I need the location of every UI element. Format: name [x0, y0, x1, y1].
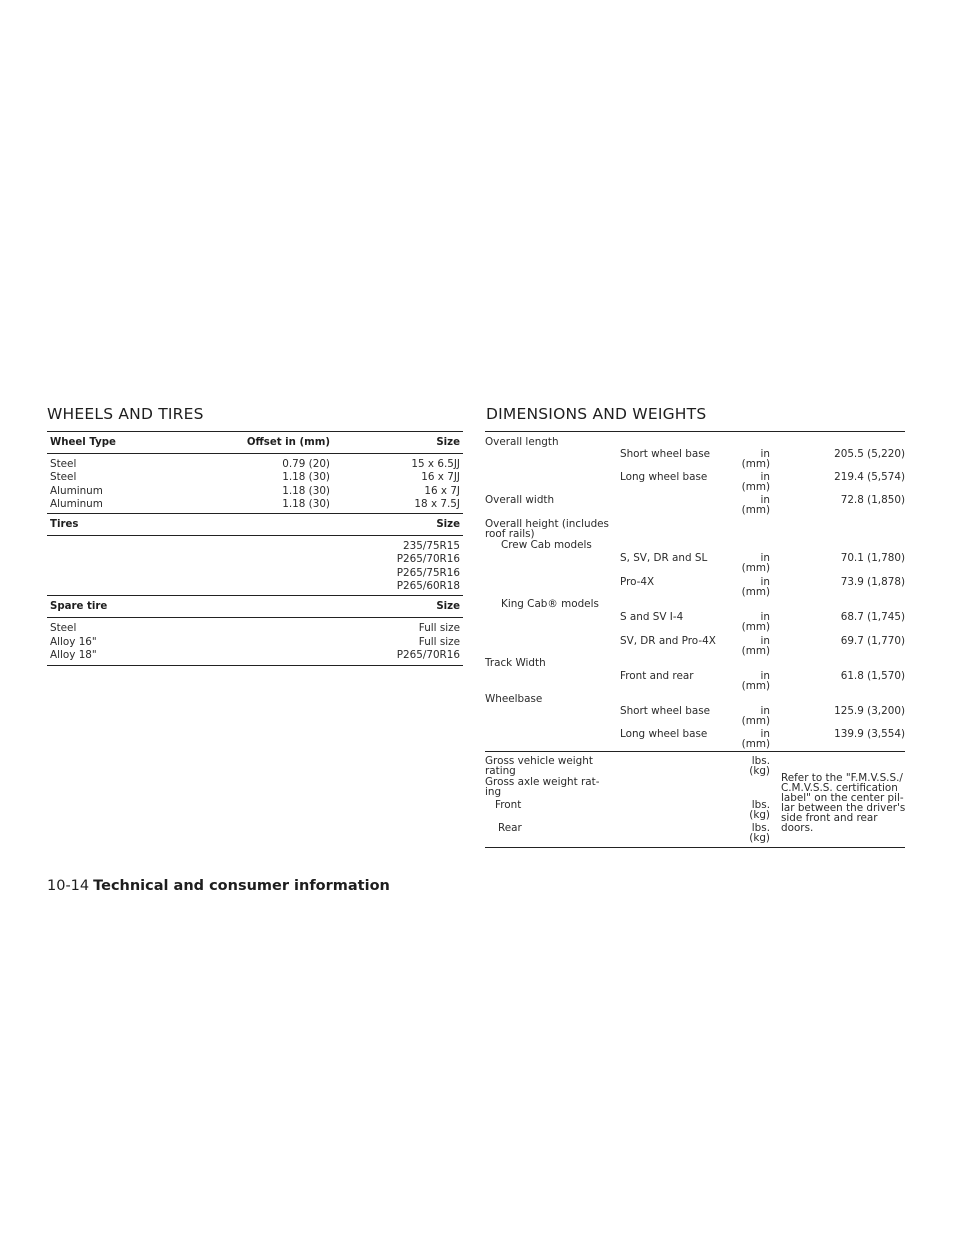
value-height-crew-s: 70.1 (1,780): [840, 552, 905, 564]
tire-size-cell: P265/60R18: [396, 580, 460, 593]
page-number: 10-14: [47, 878, 90, 894]
tire-size-cell: 235/75R15: [403, 540, 460, 553]
unit-lbs: lbs.: [751, 799, 770, 811]
refer-line: C.M.V.S.S. certification: [781, 782, 898, 794]
label-wheelbase: Wheelbase: [485, 693, 543, 705]
list-item: [47, 580, 463, 593]
offset-cell: 1.18 (30): [282, 471, 330, 484]
label-long-wheel-base: Long wheel base: [620, 728, 708, 740]
value-length-short: 205.5 (5,220): [834, 448, 905, 460]
spare-size-cell: Full size: [418, 622, 460, 635]
unit-in: in: [760, 670, 770, 682]
unit-kg: (kg): [749, 765, 770, 777]
label-gross-axle-weight: Gross axle weight rat-: [485, 776, 600, 788]
label-overall-length: Overall length: [485, 436, 559, 448]
value-height-king-i4: 68.7 (1,745): [840, 611, 905, 623]
table-row: [47, 498, 463, 511]
list-item: [47, 540, 463, 553]
unit-in: in: [760, 728, 770, 740]
unit-in: in: [760, 448, 770, 460]
header-tires: Tires: [50, 519, 79, 531]
label-pro4x: Pro-4X: [620, 576, 655, 588]
offset-cell: 1.18 (30): [282, 484, 330, 497]
label-long-wheel-base: Long wheel base: [620, 471, 708, 483]
size-cell: 18 x 7.5J: [414, 497, 460, 510]
unit-mm: (mm): [741, 586, 770, 598]
label-gross-vehicle-weight-cont: rating: [485, 765, 516, 777]
value-height-king-sv: 69.7 (1,770): [840, 635, 905, 647]
label-short-wheel-base: Short wheel base: [620, 448, 711, 460]
label-overall-width: Overall width: [485, 494, 555, 506]
wheels-tires-table: [47, 431, 463, 666]
unit-mm: (mm): [741, 621, 770, 633]
unit-mm: (mm): [741, 504, 770, 516]
label-gross-vehicle-weight: Gross vehicle weight: [485, 755, 593, 767]
wheel-type-cell: Aluminum: [50, 484, 103, 497]
unit-mm: (mm): [741, 645, 770, 657]
table-row: [47, 649, 463, 662]
spare-type-cell: Alloy 16": [50, 635, 97, 648]
wheels-header-row: [47, 432, 463, 450]
unit-lbs: lbs.: [751, 822, 770, 834]
header-size: Size: [436, 437, 460, 448]
label-overall-height-cont: roof rails): [485, 528, 535, 540]
table-row: [47, 485, 463, 498]
offset-cell: 0.79 (20): [282, 458, 330, 470]
unit-mm: (mm): [741, 738, 770, 750]
unit-in: in: [760, 611, 770, 623]
table-row: [47, 622, 463, 635]
size-cell: 16 x 7J: [424, 484, 460, 497]
page-footer: [47, 878, 390, 894]
refer-line: side front and rear: [781, 812, 878, 824]
value-height-crew-pro: 73.9 (1,878): [840, 576, 905, 588]
value-wheelbase-long: 139.9 (3,554): [834, 728, 905, 740]
unit-kg: (kg): [749, 809, 770, 821]
spare-type-cell: Alloy 18": [50, 648, 97, 661]
unit-mm: (mm): [741, 562, 770, 574]
table-row: [47, 636, 463, 649]
value-track-width: 61.8 (1,570): [840, 670, 905, 682]
spare-type-cell: Steel: [50, 622, 77, 635]
label-front-and-rear: Front and rear: [620, 670, 694, 682]
unit-in: in: [760, 576, 770, 588]
label-front: Front: [495, 799, 522, 811]
table-row: [47, 458, 463, 471]
unit-kg: (kg): [749, 832, 770, 844]
label-track-width: Track Width: [485, 657, 546, 669]
label-s-sv-dr-sl: S, SV, DR and SL: [620, 552, 708, 564]
chapter-title: Technical and consumer information: [93, 878, 390, 894]
unit-mm: (mm): [741, 458, 770, 470]
label-gross-axle-weight-cont: ing: [485, 786, 502, 798]
list-item: [47, 567, 463, 580]
spare-size-cell: P265/70R16: [396, 648, 460, 661]
unit-mm: (mm): [741, 680, 770, 692]
value-wheelbase-short: 125.9 (3,200): [834, 705, 905, 717]
wheel-type-cell: Steel: [50, 471, 77, 484]
label-s-sv-i4: S and SV I-4: [620, 611, 684, 623]
tire-size-cell: P265/70R16: [396, 553, 460, 566]
unit-in: in: [760, 635, 770, 647]
tires-header-row: [47, 514, 463, 532]
dimensions-table: [485, 431, 905, 849]
label-rear: Rear: [498, 822, 522, 834]
refer-line: lar between the driver's: [781, 802, 906, 814]
unit-in: in: [760, 471, 770, 483]
value-length-long: 219.4 (5,574): [834, 471, 905, 483]
wheel-type-cell: Steel: [50, 458, 77, 470]
header-offset: Offset in (mm): [246, 437, 330, 448]
unit-in: in: [760, 494, 770, 506]
header-tire-size: Size: [436, 519, 460, 531]
header-spare-tire: Spare tire: [50, 601, 108, 613]
unit-mm: (mm): [741, 481, 770, 493]
wheels-and-tires-title: WHEELS AND TIRES: [47, 405, 204, 423]
unit-mm: (mm): [741, 715, 770, 727]
size-cell: 15 x 6.5JJ: [411, 458, 460, 470]
label-crew-cab: Crew Cab models: [501, 539, 592, 551]
value-width: 72.8 (1,850): [840, 494, 905, 506]
unit-in: in: [760, 552, 770, 564]
offset-cell: 1.18 (30): [282, 497, 330, 510]
label-king-cab: King Cab® models: [501, 598, 599, 610]
spare-header-row: [47, 596, 463, 614]
header-spare-size: Size: [436, 601, 460, 613]
wheel-type-cell: Aluminum: [50, 497, 103, 510]
tire-size-cell: P265/75R16: [396, 566, 460, 579]
refer-line: doors.: [781, 822, 814, 834]
table-row: [47, 471, 463, 484]
label-short-wheel-base: Short wheel base: [620, 705, 711, 717]
size-cell: 16 x 7JJ: [421, 471, 460, 484]
refer-line: label" on the center pil-: [781, 792, 904, 804]
refer-line: Refer to the "F.M.V.S.S./: [781, 772, 903, 784]
dimensions-and-weights-title: DIMENSIONS AND WEIGHTS: [486, 405, 707, 423]
list-item: [47, 553, 463, 566]
unit-in: in: [760, 705, 770, 717]
label-overall-height: Overall height (includes: [485, 518, 609, 530]
header-wheel-type: Wheel Type: [50, 437, 116, 448]
unit-lbs: lbs.: [751, 755, 770, 767]
spare-size-cell: Full size: [418, 635, 460, 648]
label-sv-dr-pro4x: SV, DR and Pro-4X: [620, 635, 716, 647]
